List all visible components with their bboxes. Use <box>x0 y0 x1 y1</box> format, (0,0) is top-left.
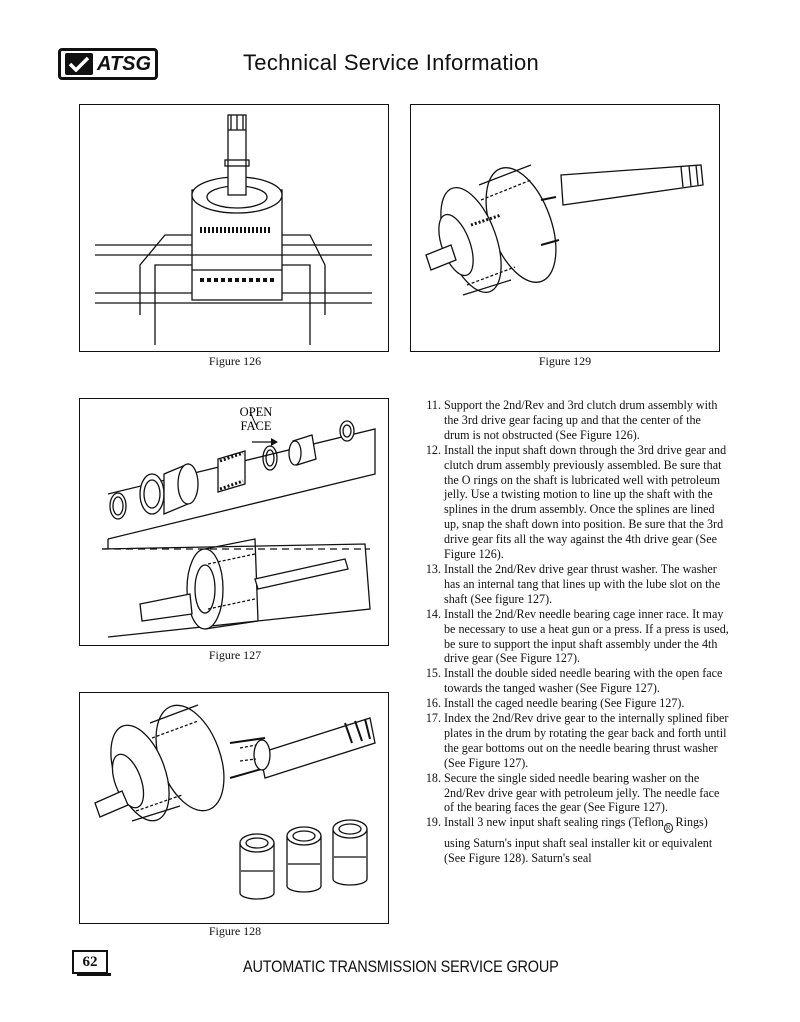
step-number: 15. <box>425 666 441 681</box>
page-number: 62 <box>72 950 108 974</box>
step-11 <box>419 398 729 443</box>
atsg-logo <box>58 48 158 80</box>
step-number: 13. <box>425 561 441 576</box>
step-number: 17. <box>425 711 441 726</box>
figure-129-caption: Figure 129 <box>538 354 592 368</box>
step-17 <box>419 711 729 771</box>
step-16 <box>419 696 729 711</box>
step-text: Support the 2nd/Rev and 3rd clutch drum assembly with the 3rd drive gear facing up and that the center of the drum is not obstructed (See Figure 126). <box>444 398 718 442</box>
step-number: 19. <box>425 815 441 830</box>
step-number: 12. <box>425 442 441 457</box>
step-text: Install the caged needle bearing (See Figure 127). <box>444 696 685 711</box>
step-19 <box>419 815 729 865</box>
instruction-steps <box>419 398 729 866</box>
step-15 <box>419 666 729 696</box>
step-text: Install the 2nd/Rev drive gear thrust washer. The washer has an internal tang that lines up with the lube slot on the shaft (See figure 127). <box>444 561 721 606</box>
figure-127-caption: Figure 127 <box>208 648 262 662</box>
step-text: Install the 2nd/Rev needle bearing cage inner race. It may be necessary to use a heat gun or a press. If a press is used, be sure to support the input shaft assembly under the 4th drive gear (See Figure 127). <box>444 606 729 666</box>
page-title: Technical Service Information <box>243 50 540 75</box>
figure-128-illustration <box>80 693 387 922</box>
step-text: Secure the single sided needle bearing washer on the 2nd/Rev drive gear with petroleum jelly. The needle face of the bearing faces the gear (See Figure 127). <box>444 770 720 815</box>
checkmark-icon <box>65 53 93 75</box>
figure-129-illustration <box>411 105 718 350</box>
step-number: 11. <box>426 398 441 412</box>
step-number: 18. <box>425 770 441 785</box>
figure-127 <box>79 398 389 646</box>
figure-126 <box>79 104 389 352</box>
step-19-text-b: Rings) using Saturn's input shaft seal installer kit or equivalent (See Figure 128). Saturn's seal <box>444 815 713 865</box>
step-number: 14. <box>425 606 441 621</box>
step-text <box>444 815 729 865</box>
step-text: Install the double sided needle bearing with the open face towards the tanged washer (See Figure 127). <box>444 666 723 696</box>
figure-128-caption: Figure 128 <box>208 924 262 938</box>
figure-126-caption: Figure 126 <box>208 354 262 368</box>
step-number: 16. <box>425 696 441 711</box>
arrow-right-icon <box>271 438 278 446</box>
figure-128 <box>79 692 389 924</box>
step-14 <box>419 607 729 667</box>
step-18 <box>419 771 729 816</box>
step-text: Index the 2nd/Rev drive gear to the internally splined fiber plates in the drum by rotating the gear back and forth until the gear bottoms out on the needle bearing thrust washer (See Figure 127). <box>444 711 729 770</box>
step-13 <box>419 562 729 607</box>
figure-127-illustration <box>80 399 387 644</box>
registered-mark: R <box>665 823 671 832</box>
logo-text: ATSG <box>97 52 152 75</box>
step-12 <box>419 443 729 562</box>
open-face-label-line1: OPEN <box>239 405 273 419</box>
step-text: Install the input shaft down through the 3rd drive gear and clutch drum assembly previously assembled. Be sure that the O rings on the shaft is lubricated well with petroleum jelly. Use a twisting motion to line up the shaft with the splines in the drum assembly. Once the splines are lined up, snap the shaft down into position. Be sure that the 3rd drive gear fits all the way against the 4th drive gear (See Figure 126). <box>444 442 727 562</box>
figure-129 <box>410 104 720 352</box>
figure-126-illustration <box>80 105 387 350</box>
step-19-text-a: Install 3 new input shaft sealing rings (Teflon <box>444 815 664 830</box>
open-face-label-line2: FACE <box>240 419 272 433</box>
footer-title: AUTOMATIC TRANSMISSION SERVICE GROUP <box>243 957 559 976</box>
